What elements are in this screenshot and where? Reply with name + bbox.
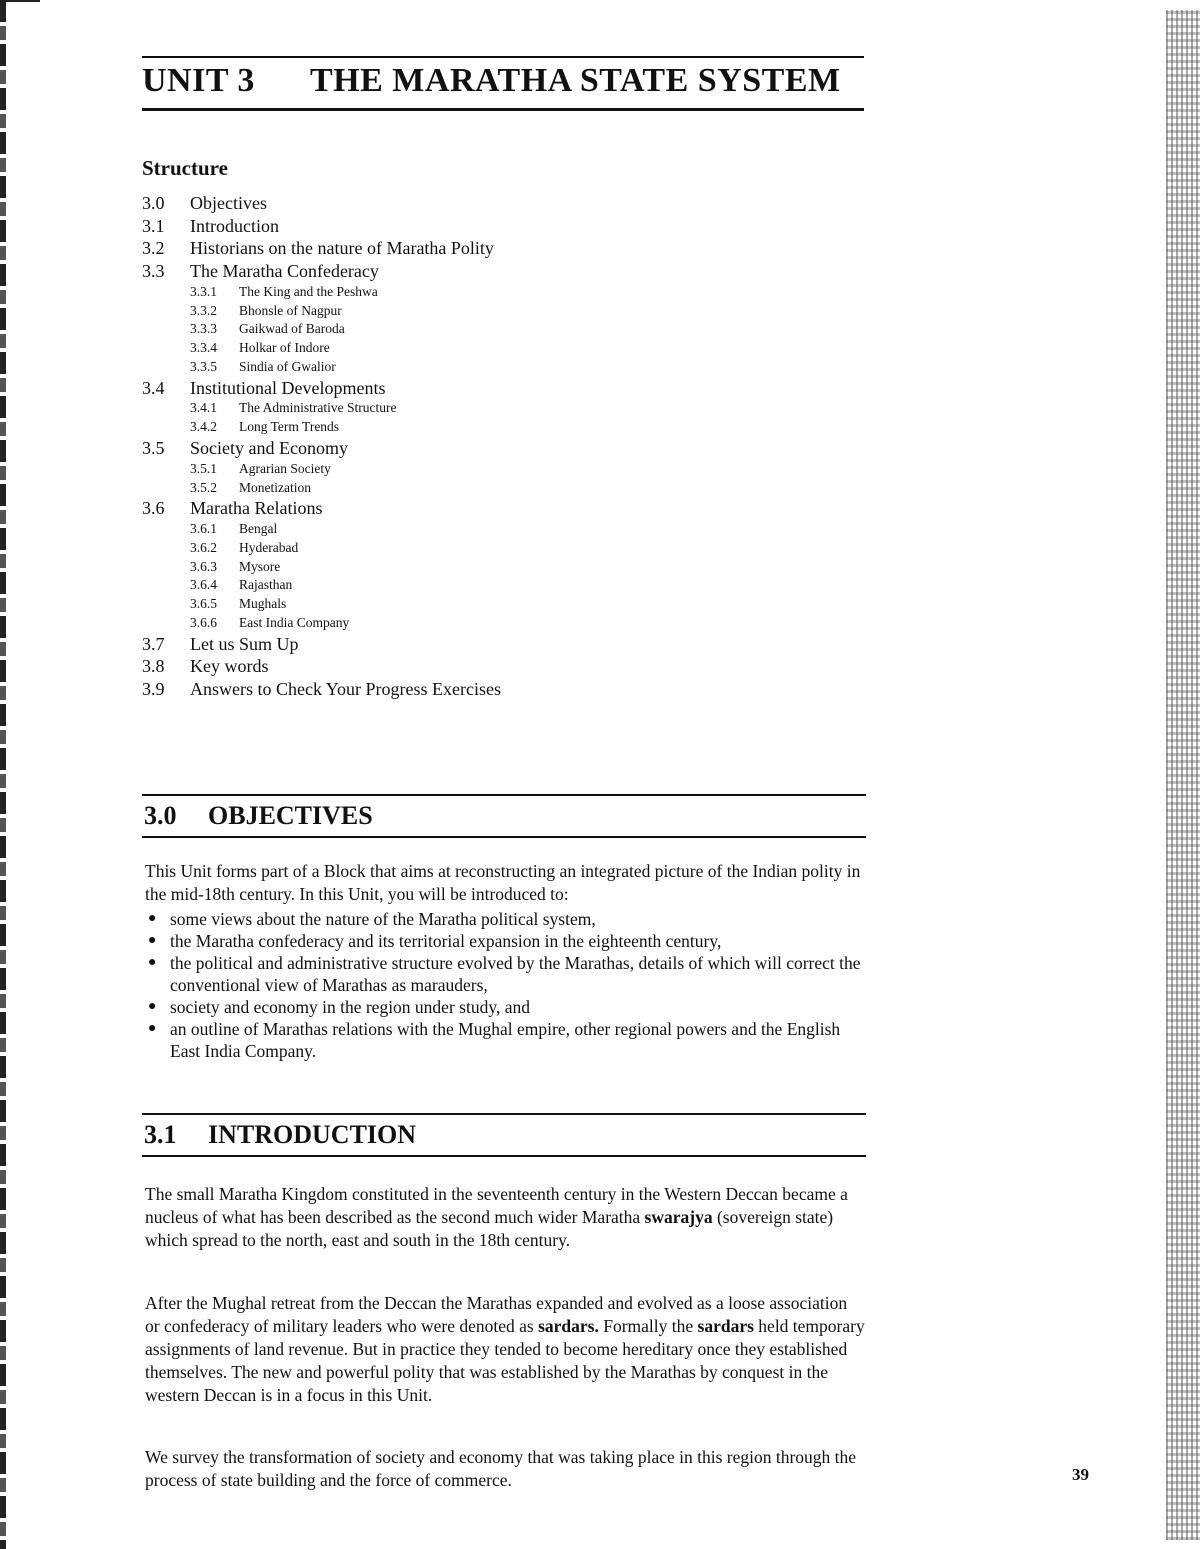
text-run: held temporary assignments of land revenue. But in practice they tended to become hereditary once they established themselves. The new and powerful polity that was established by the Marathas by conquest in the western Deccan is in a focus in this Unit. — [145, 1316, 865, 1405]
toc-item — [142, 192, 842, 215]
toc-subitem — [142, 283, 842, 302]
scan-binding-left — [0, 0, 6, 1549]
page-number: 39 — [1072, 1465, 1089, 1484]
objectives-list — [148, 908, 868, 1062]
toc-item-number: 3.1 — [142, 215, 165, 236]
toc-item-title: Historians on the nature of Maratha Polity — [190, 238, 494, 259]
toc-item-number: 3.0 — [142, 193, 165, 213]
text-run: The small Maratha Kingdom constituted in the seventeenth century in the Western Deccan became a nucleus of what has been described as the second much wider Maratha — [145, 1184, 848, 1227]
toc-subitem-title: Holkar of Indore — [239, 340, 330, 356]
objective-bullet — [148, 908, 868, 930]
bullet-dot-icon: ● — [148, 999, 157, 1014]
objective-text: an outline of Marathas relations with the Mughal empire, other regional powers and the English East India Company. — [170, 1019, 841, 1061]
toc-subitem-title: Gaikwad of Baroda — [239, 321, 345, 337]
toc-item-title: Key words — [190, 656, 269, 677]
intro-paragraph-1 — [145, 1183, 865, 1252]
toc-subitem — [142, 539, 842, 558]
toc-subitem-number: 3.6.1 — [190, 520, 217, 536]
objective-text: society and economy in the region under study, and — [170, 997, 530, 1017]
toc-item — [142, 377, 842, 400]
toc-item-title: Institutional Developments — [190, 377, 386, 398]
bold-term: sardars — [697, 1316, 754, 1336]
toc-subitem-number: 3.4.1 — [190, 400, 217, 416]
toc-item-number: 3.3 — [142, 261, 165, 282]
toc-item — [142, 633, 842, 656]
toc-subitem-number: 3.3.3 — [190, 321, 217, 337]
toc-subitem-number: 3.3.1 — [190, 283, 217, 299]
objective-bullet — [148, 930, 868, 952]
toc-subitem-title: Mysore — [239, 558, 281, 574]
toc-subitem-title: The Administrative Structure — [239, 400, 397, 416]
toc-subitem-number: 3.4.2 — [190, 419, 217, 435]
objectives-heading — [142, 794, 866, 838]
toc-subitem-number: 3.6.4 — [190, 577, 217, 593]
toc-subitem-title: Bengal — [239, 520, 278, 536]
bullet-dot-icon: ● — [148, 1021, 157, 1036]
toc-subitem — [142, 558, 842, 577]
section-title: OBJECTIVES — [208, 801, 373, 830]
toc-subitem — [142, 595, 842, 614]
toc-subitem-number: 3.6.2 — [190, 539, 217, 555]
table-of-contents — [142, 192, 842, 701]
toc-subitem-title: Long Term Trends — [239, 419, 340, 435]
objectives-intro: This Unit forms part of a Block that aims at reconstructing an integrated picture of the Indian polity in the mid-18th century. In this Unit, you will be introduced to: — [145, 861, 861, 904]
toc-subitem-number: 3.6.6 — [190, 614, 217, 630]
toc-subitem — [142, 302, 842, 321]
intro-paragraph-2 — [145, 1292, 865, 1407]
toc-subitem-title: Mughals — [239, 596, 287, 612]
toc-item-number: 3.6 — [142, 498, 165, 519]
introduction-heading — [142, 1113, 866, 1157]
toc-item-number: 3.9 — [142, 679, 165, 700]
scan-binding-right — [1166, 10, 1200, 1540]
toc-subitem-number: 3.5.1 — [190, 460, 217, 476]
toc-subitem — [142, 358, 842, 377]
objective-text: the Maratha confederacy and its territorial expansion in the eighteenth century, — [170, 931, 722, 951]
toc-item — [142, 678, 842, 701]
toc-item-title: Introduction — [190, 215, 279, 236]
toc-item-title: Let us Sum Up — [190, 633, 299, 654]
scan-corner-mark — [0, 0, 40, 10]
toc-item-title: Answers to Check Your Progress Exercises — [190, 679, 501, 700]
bold-term: sardars. — [538, 1316, 599, 1336]
bullet-dot-icon: ● — [148, 911, 157, 926]
toc-subitem-title: Agrarian Society — [239, 460, 331, 476]
toc-subitem-number: 3.5.2 — [190, 479, 217, 495]
toc-subitem-number: 3.6.3 — [190, 558, 217, 574]
toc-subitem-title: Sindia of Gwalior — [239, 358, 336, 374]
text-run: (sovereign state) which spread to the north, east and south in the 18th century. — [145, 1207, 834, 1250]
structure-heading: Structure — [142, 156, 228, 180]
toc-item — [142, 260, 842, 283]
toc-subitem — [142, 339, 842, 358]
toc-item-number: 3.8 — [142, 656, 165, 677]
toc-item-title: Maratha Relations — [190, 498, 323, 519]
toc-subitem — [142, 418, 842, 437]
toc-subitem — [142, 479, 842, 498]
text-run: Formally the — [598, 1316, 698, 1336]
toc-subitem-title: Hyderabad — [239, 539, 299, 555]
objective-bullet — [148, 952, 868, 996]
toc-item-title: The Maratha Confederacy — [190, 261, 379, 282]
objective-bullet — [148, 1018, 868, 1062]
toc-item — [142, 215, 842, 238]
toc-item-number: 3.7 — [142, 633, 165, 654]
objective-bullet — [148, 996, 868, 1018]
toc-subitem — [142, 614, 842, 633]
section-title: INTRODUCTION — [208, 1120, 417, 1149]
text-run: After the Mughal retreat from the Deccan the Marathas expanded and evolved as a loose association or confederacy of military leaders who were denoted as — [145, 1293, 848, 1336]
toc-subitem-title: Bhonsle of Nagpur — [239, 302, 342, 318]
toc-subitem — [142, 460, 842, 479]
toc-item — [142, 237, 842, 260]
toc-item-number: 3.4 — [142, 377, 165, 398]
toc-subitem-number: 3.3.2 — [190, 302, 217, 318]
bold-term: swarajya — [644, 1207, 713, 1227]
section-number: 3.0 — [144, 801, 177, 830]
bullet-dot-icon: ● — [148, 933, 157, 948]
toc-item-number: 3.5 — [142, 438, 165, 459]
toc-subitem-title: East India Company — [239, 614, 350, 630]
toc-item-title: Objectives — [190, 193, 267, 213]
objective-text: the political and administrative structure evolved by the Marathas, details of which will correct the conventional view of Marathas as marauders, — [170, 953, 861, 995]
toc-subitem — [142, 399, 842, 418]
toc-subitem-number: 3.3.4 — [190, 340, 217, 356]
toc-item-number: 3.2 — [142, 238, 165, 259]
objective-text: some views about the nature of the Maratha political system, — [170, 909, 596, 929]
intro-paragraph-3: We survey the transformation of society and economy that was taking place in this region through the process of state building and the force of commerce. — [145, 1447, 857, 1490]
toc-subitem-title: Monetization — [239, 479, 311, 495]
toc-item — [142, 437, 842, 460]
toc-item-title: Society and Economy — [190, 438, 348, 459]
bullet-dot-icon: ● — [148, 955, 157, 970]
toc-item — [142, 655, 842, 678]
toc-item — [142, 497, 842, 520]
toc-subitem — [142, 520, 842, 539]
toc-subitem — [142, 320, 842, 339]
unit-label: UNIT 3 — [142, 62, 255, 99]
unit-header — [142, 56, 864, 111]
toc-subitem-number: 3.3.5 — [190, 358, 217, 374]
unit-title: THE MARATHA STATE SYSTEM — [310, 62, 841, 99]
section-number: 3.1 — [144, 1120, 177, 1149]
toc-subitem-title: Rajasthan — [239, 577, 293, 593]
toc-subitem-number: 3.6.5 — [190, 596, 217, 612]
toc-subitem — [142, 576, 842, 595]
toc-subitem-title: The King and the Peshwa — [239, 283, 378, 299]
